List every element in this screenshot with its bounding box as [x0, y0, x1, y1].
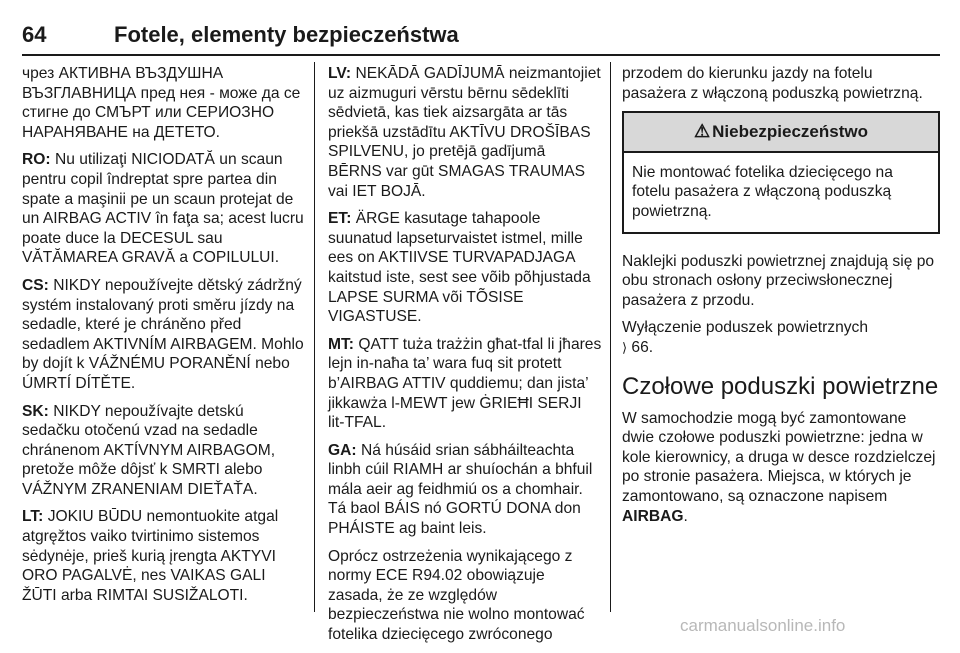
warning-triangle-icon: ⚠ [693, 121, 711, 142]
paragraph-sk: SK: NIKDY nepoužívajte detskú sedačku otočenú vzad na sedadle chránenom AKTÍVNYM AIRBAGOM, pretože môže dôjsť k SMRTI alebo VÁŽNYM ZRANENIAM DIEŤAŤA. [22, 402, 276, 498]
watermark: carmanualsonline.info [680, 616, 846, 635]
column-right [622, 64, 940, 534]
lang-tag: CS: [22, 276, 49, 294]
page-reference-arrow-icon: ⟩ [622, 339, 628, 355]
warning-body: Nie montować fotelika dziecięcego na fotelu pasażera z włączoną poduszką powietrzną. [632, 163, 893, 220]
lang-tag: LT: [22, 508, 44, 526]
paragraph-stickers: Naklejki poduszki powietrznej znajdują się po obu stronach osłony przeciwsłonecznej pasażera z przodu. [622, 252, 935, 309]
paragraph-lt: LT: JOKIU BŪDU nemontuokite atgal atgręžtos vaiko tvirtinimo sistemos sėdynėje, prieš kurią įrengta AKTYVI ORO PAGALVĖ, nes VAIKAS GALI ŽŪTI arba RIMTAI SUSIŽALOTI. [22, 508, 279, 604]
paragraph-pl: Oprócz ostrzeżenia wynikającego z normy ECE R94.02 obowiązuje zasada, że ze względów bezpieczeństwa nie wolno montować fotelika dziecięcego zwróconego [328, 547, 585, 644]
column-divider [314, 62, 315, 612]
lang-tag: RO: [22, 151, 51, 169]
paragraph-et: ET: ÄRGE kasutage tahapoole suunatud lapseturvaistet istmel, mille ees on AKTIIVSE TURVAPADJAGA kaitstud iste, sest see võib põhjustada LAPSE SURMA või TÕSISE VIGASTUSE. [328, 210, 591, 326]
lang-tag: GA: [328, 441, 357, 459]
lang-tag: SK: [22, 402, 49, 420]
page-number: 64 [22, 22, 47, 47]
paragraph-bg: чрез АКТИВНА ВЪЗДУШНА ВЪЗГЛАВНИЦА пред нея - може да се стигне до СМЪРТ или СЕРИОЗНО НАРАНЯВАНЕ на ДЕТЕТО. [22, 65, 301, 141]
section-heading: Czołowe poduszki powietrzne [622, 372, 939, 400]
airbag-label: AIRBAG [622, 507, 684, 525]
lang-tag: ET: [328, 210, 352, 228]
lang-tag: LV: [328, 65, 352, 82]
page-title: Fotele, elementy bezpieczeństwa [114, 22, 459, 47]
paragraph-continued: przodem do kierunku jazdy na fotelu pasażera z włączoną poduszką powietrzną. [622, 65, 923, 102]
warning-box [622, 111, 940, 233]
warning-title: Niebezpieczeństwo [712, 122, 868, 142]
lang-tag: MT: [328, 335, 354, 353]
page-header [22, 14, 940, 56]
paragraph-ro: RO: Nu utilizaţi NICIODATĂ un scaun pentru copil îndreptat spre partea din spate a maşinii pe un scaun protejat de un AIRBAG ACTIV în faţa sa; acest lucru poate duce la DECESUL sau VĂTĂMAREA GRAVĂ a COPILULUI. [22, 151, 304, 267]
column-middle [328, 64, 602, 653]
page-reference-link[interactable]: 66. [631, 338, 654, 356]
paragraph-mt: MT: QATT tuża trażżin għat-tfal li jħares lejn in-naħa ta’ wara fuq sit protett b’AIRBAG ATTIV quddiemu; dan jista’ jikkawża l-MEWT jew ĠRIEĦI SERJI lit-TFAL. [328, 335, 602, 432]
paragraph-ga: GA: Ná húsáid srian sábháilteachta linbh cúil RIAMH ar shuíochán a bhfuil mála aeir ag feidhmiú os a chomhair. Tá baol BÁIS nó GORTÚ DONA don PHÁISTE ag baint leis. [328, 441, 593, 538]
paragraph-deactivation: Wyłączenie poduszek powietrznych ⟩ 66. [622, 319, 869, 356]
column-left [22, 64, 304, 613]
paragraph-lv: LV: NEKĀDĀ GADĪJUMĀ neizmantojiet uz aizmuguri vērstu bērnu sēdeklīti sēdvietā, kas tiek aizsargāta ar tās priekšā uzstādītu AKTĪVU DROŠĪBAS SPILVENU, jo pretējā gadījumā BĒRNS var gūt SMAGAS TRAUMAS vai IET BOJĀ. [328, 65, 601, 200]
paragraph-cs: CS: NIKDY nepoužívejte dětský zádržný systém instalovaný proti směru jízdy na sedadle, které je chráněno před sedadlem AKTIVNÍM AIRBAGEM. Mohlo by dojít k VÁŽNÉMU PORANĚNÍ nebo ÚMRTÍ DÍTĚTE. [22, 276, 304, 392]
paragraph-front-airbags: W samochodzie mogą być zamontowane dwie czołowe poduszki powietrzne: jedna w kole kierownicy, a druga w desce rozdzielczej po stronie pasażera. Miejsca, w których je zamontowano, są oznaczone napisem AIRBAG. [622, 409, 936, 525]
column-divider [610, 62, 611, 612]
warning-header [624, 113, 938, 153]
